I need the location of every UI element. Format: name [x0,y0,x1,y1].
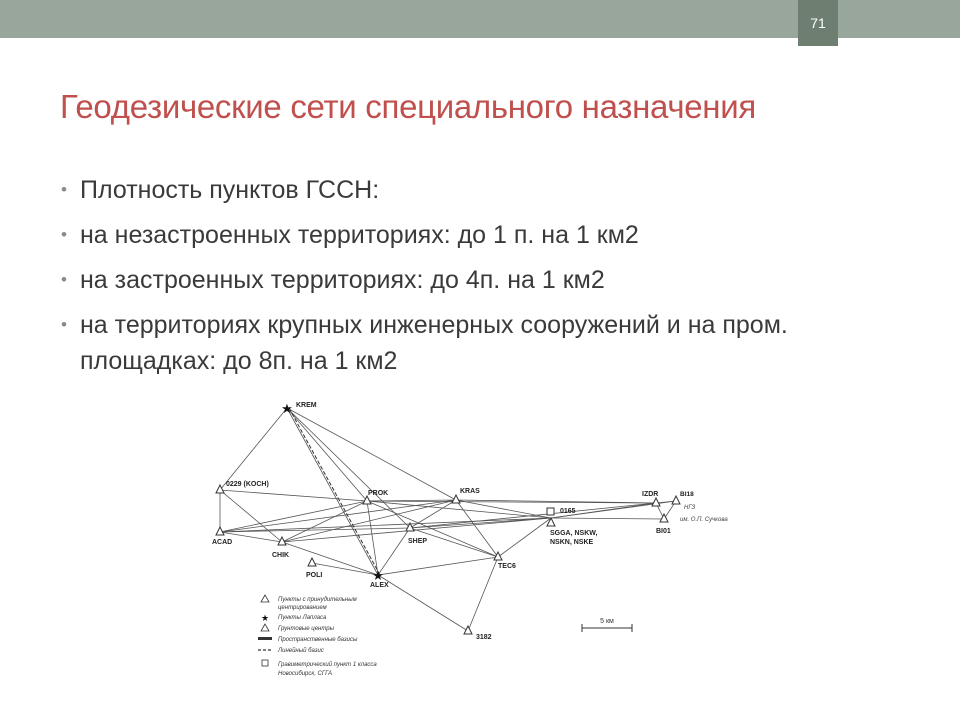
label-ngz-sub: им. О.П. Сучкова [680,517,728,523]
network-diagram [210,395,728,695]
square-icon [262,660,268,666]
label-shep: SHEP [408,538,428,545]
bullet-item [60,217,920,253]
label-chik: CHIK [272,552,290,559]
bullet-item [60,307,920,379]
star-icon: ★ [372,568,384,583]
legend-item: Грунтовые центры [278,626,335,632]
star-icon: ★ [260,613,270,623]
label-koch: 0229 (KOCH) [226,481,269,488]
bullet-text: Плотность пунктов ГССН: [80,176,380,204]
label-izdr: IZDR [642,491,659,498]
bullet-text: на территориях крупных инженерных сооружений и на пром. площадках: до 8п. на 1 км2 [80,311,788,375]
slide-number: 71 [798,0,838,46]
bullet-item [60,262,920,298]
label-prok: PROK [368,490,389,497]
bullet-item [60,172,920,208]
legend-item: Пространственные базисы [278,637,358,643]
bullet-list [60,172,920,388]
legend-item: Линейный базис [278,648,324,654]
bullet-icon: • [61,270,67,289]
legend-item: Новосибирск, СГГА [278,671,332,677]
square-icon [547,508,554,515]
bullet-text: на незастроенных территориях: до 1 п. на 1 км2 [80,221,639,249]
label-3182: 3182 [476,634,492,641]
legend-item: центрированием [278,605,327,611]
scale-label: 5 км [600,618,614,625]
label-acad: ACAD [212,539,233,546]
legend-item: Гравиметрический пункт 1 класса [278,662,377,668]
bullet-icon: • [61,225,67,244]
label-bi01: BI01 [656,528,671,535]
bullet-icon: • [61,315,67,334]
label-ngz: НГЗ [684,505,696,511]
bullet-text: на застроенных территориях: до 4п. на 1 км2 [80,266,605,294]
label-sgga-2: NSKN, NSKE [550,539,594,546]
bullet-icon: • [61,180,67,199]
label-kras: KRAS [460,488,480,495]
label-bi18: BI18 [680,491,694,498]
label-krem: KREM [296,402,317,409]
solid-line-icon [258,637,272,640]
label-tec6: TEC6 [498,563,516,570]
label-poli: POLI [306,572,323,579]
label-0165: 0165 [560,508,576,515]
legend-item: Пункты Лапласа [278,615,327,621]
label-sgga: SGGA, NSKW, [550,530,598,537]
star-icon: ★ [281,401,293,416]
label-alex: ALEX [370,582,389,589]
legend-item: Пункты с принудительным [278,597,357,603]
slide-title: Геодезические сети специального назначения [60,88,756,125]
